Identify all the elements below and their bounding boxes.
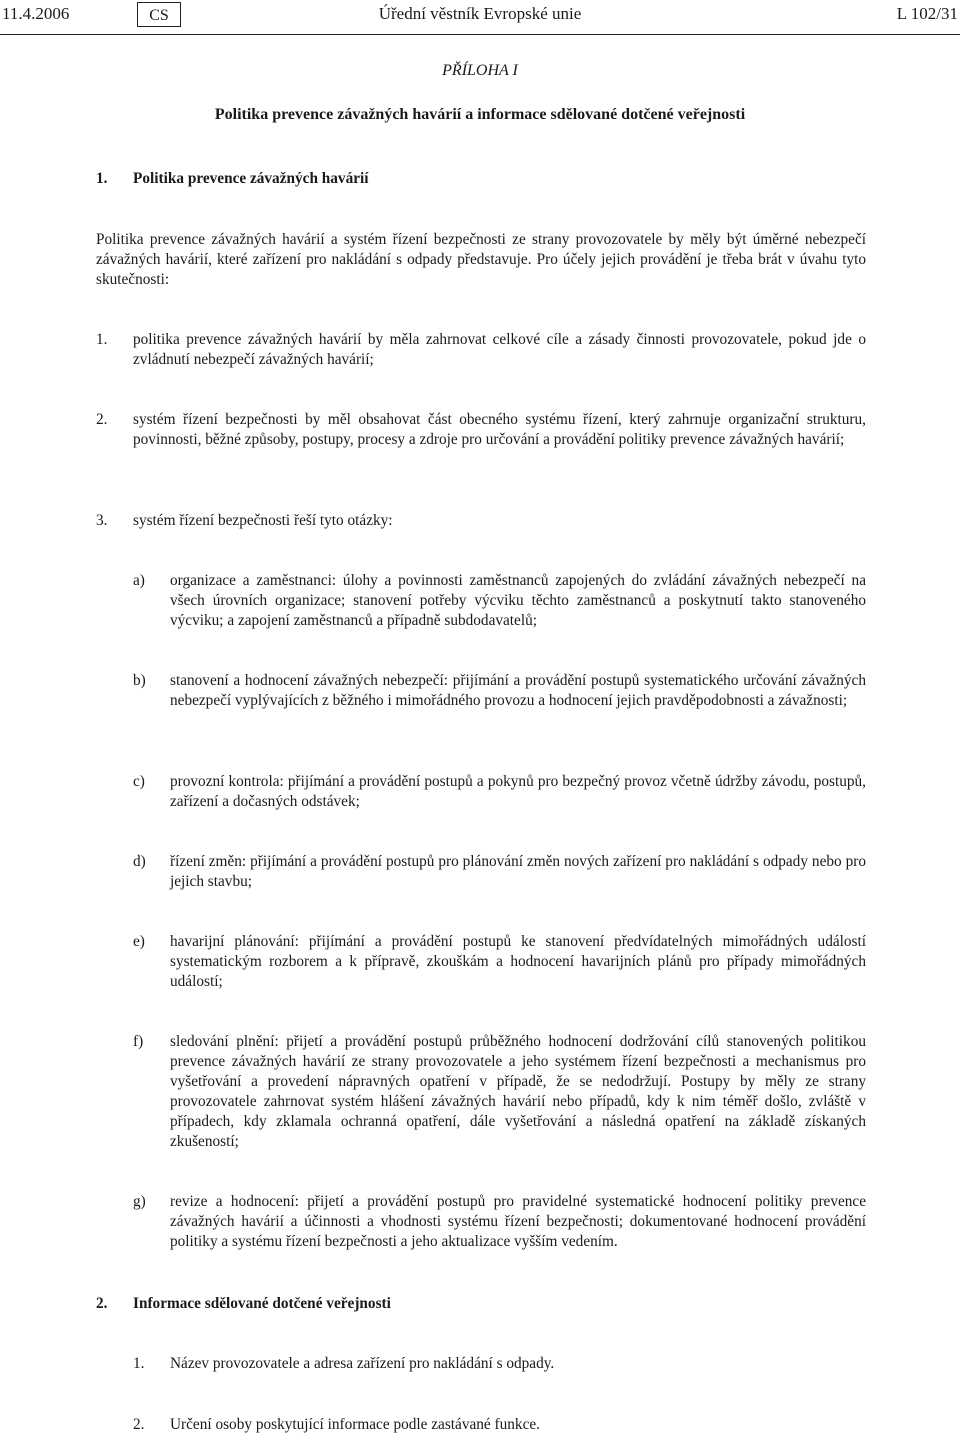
header-rule <box>0 34 960 35</box>
subitem-e-letter: e) <box>133 933 145 950</box>
language-code-box: CS <box>137 2 181 27</box>
section-1-intro: Politika prevence závažných havárií a systém řízení bezpečnosti ze strany provozovatele by měly být úměrné nebezpečí závažných havárií, které zařízení pro nakládání s odpady představuje. Pro účely jejich provádění je třeba brát v úvahu tyto skutečnosti: <box>96 231 866 288</box>
section-1-heading: Politika prevence závažných havárií <box>133 170 369 187</box>
item-2-text: systém řízení bezpečnosti by měl obsahovat část obecného systému řízení, který zahrnuje organizační strukturu, povinnosti, běžné způsoby, postupy, procesy a zdroje pro určování a provádění politiky prevence závažných havárií; <box>133 411 866 448</box>
section-2-item-1-number: 1. <box>133 1355 145 1372</box>
subitem-e-text: havarijní plánování: přijímání a provádění postupů ke stanovení předvídatelných mimořádných událostí systematickým rozborem a k přípravě, zkouškám a hodnocení havarijních plánů pro případy mimořádných událostí; <box>170 933 866 990</box>
section-2-heading: Informace sdělované dotčené veřejnosti <box>133 1295 391 1312</box>
item-3-number: 3. <box>96 512 108 529</box>
item-1-text: politika prevence závažných havárií by měla zahrnovat celkové cíle a zásady činnosti provozovatele, pokud jde o zvládnutí nebezpečí závažných havárií; <box>133 331 866 368</box>
page-reference: L 102/31 <box>896 4 958 23</box>
subitem-a-letter: a) <box>133 572 145 589</box>
item-2-number: 2. <box>96 411 108 428</box>
subitem-g-letter: g) <box>133 1193 146 1210</box>
publication-date: 11.4.2006 <box>2 4 70 23</box>
document-title: Politika prevence závažných havárií a informace sdělované dotčené veřejnosti <box>214 106 746 123</box>
page-header <box>0 0 960 36</box>
item-1-number: 1. <box>96 331 108 348</box>
subitem-d-letter: d) <box>133 853 146 870</box>
section-2-item-2-text: Určení osoby poskytující informace podle zastávané funkce. <box>170 1416 540 1433</box>
section-1-number: 1. <box>96 170 108 187</box>
section-2-item-1-text: Název provozovatele a adresa zařízení pro nakládání s odpady. <box>170 1355 555 1372</box>
subitem-d-text: řízení změn: přijímání a provádění postupů pro plánování změn nových zařízení pro nakládání s odpady nebo pro jejich stavbu; <box>170 853 866 890</box>
subitem-c-text: provozní kontrola: přijímání a provádění postupů a pokynů pro bezpečný provoz včetně údržby závodu, postupů, zařízení a dočasných odstávek; <box>170 773 866 810</box>
annex-label: PŘÍLOHA I <box>442 62 518 79</box>
subitem-g-text: revize a hodnocení: přijetí a provádění postupů pro pravidelné systematické hodnocení politiky prevence závažných havárií a účinnosti a vhodnosti systému řízení bezpečnosti; dokumentované hodnocení provádění politiky a systému řízení bezpečnosti a jeho aktualizace vyšším vedením. <box>170 1193 866 1250</box>
subitem-b-text: stanovení a hodnocení závažných nebezpečí: přijímání a provádění postupů systematického určování závažných nebezpečí vyplývajících z běžného i mimořádného provozu a hodnocení jejich pravděpodobnosti a závažnosti; <box>170 672 866 709</box>
subitem-b-letter: b) <box>133 672 146 689</box>
subitem-c-letter: c) <box>133 773 145 790</box>
journal-title: Úřední věstník Evropské unie <box>378 4 582 23</box>
subitem-f-letter: f) <box>133 1033 144 1050</box>
section-2-item-2-number: 2. <box>133 1416 145 1433</box>
subitem-f-text: sledování plnění: přijetí a provádění postupů průběžného hodnocení dodržování cílů stanovených politikou prevence závažných havárií ze strany provozovatele a jeho systémem řízení bezpečnosti a mechanismus pro vyšetřování a provedení nápravných opatření v případě, že se nedodržují. Postupy by měly ze strany provozovatele zahrnovat systém hlášení závažných havárií nebo případů, kdy k nim téměř došlo, zvláště v případech, kdy zklamala ochranná opatření, dále vyšetřování a následná opatření na základě získaných zkušeností; <box>170 1033 866 1150</box>
subitem-a-text: organizace a zaměstnanci: úlohy a povinnosti zaměstnanců zapojených do zvládání závažných nebezpečí na všech úrovních organizace; stanovení potřeby výcviku těchto zaměstnanců a poskytnutí takto stanoveného výcviku; a zapojení zaměstnanců a případně subdodavatelů; <box>170 572 866 629</box>
section-2-number: 2. <box>96 1295 108 1312</box>
item-3-text: systém řízení bezpečnosti řeší tyto otázky: <box>133 512 393 529</box>
